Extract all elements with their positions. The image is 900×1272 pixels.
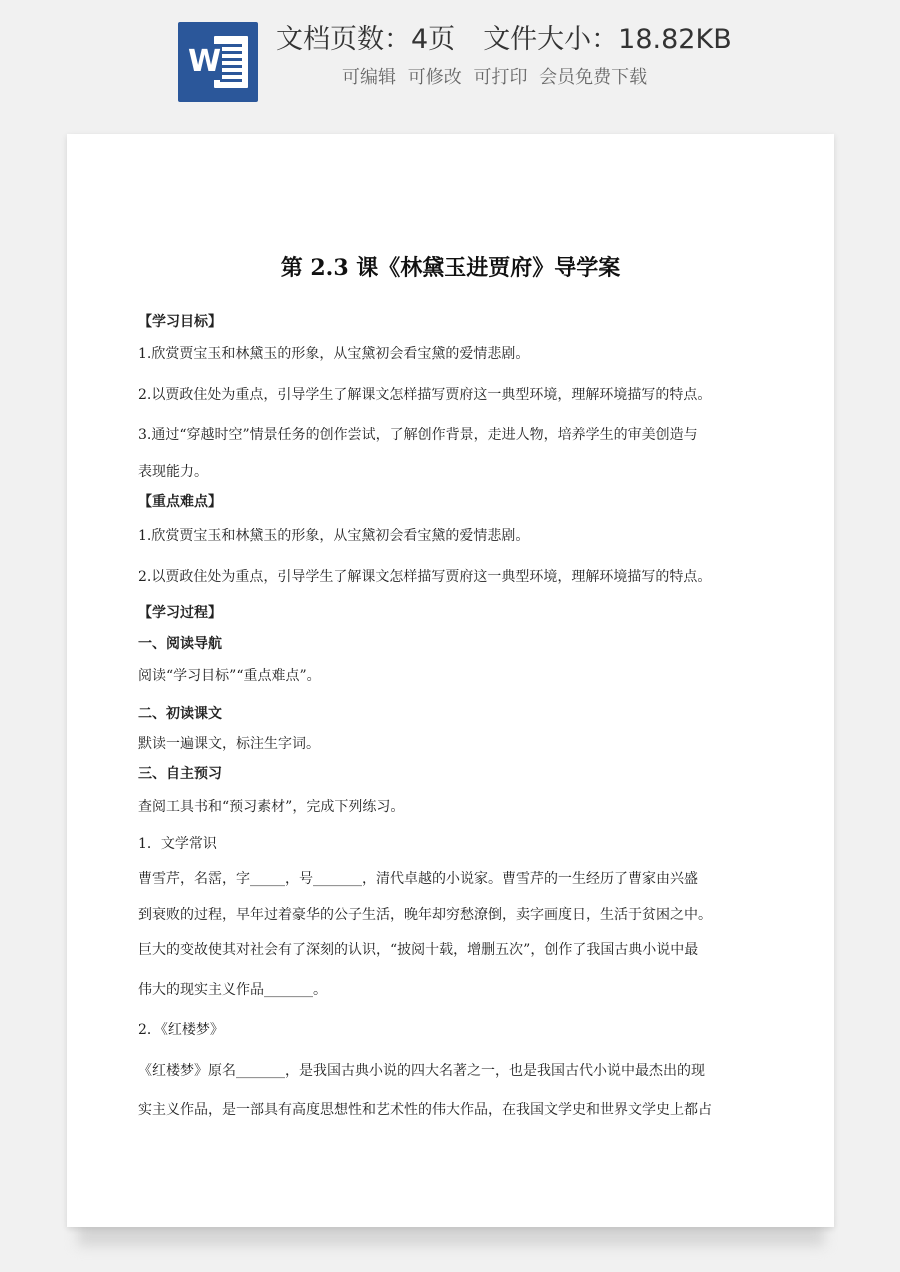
- paragraph-line: 伟大的现实主义作品_______。: [138, 982, 327, 998]
- section-heading-key-points: 【重点难点】: [138, 494, 222, 510]
- paragraph-line: 2.以贾政住处为重点，引导学生了解课文怎样描写贾府这一典型环境，理解环境描写的特点。: [138, 569, 712, 585]
- page-count: 文档页数：4页: [276, 24, 456, 55]
- subsection-heading: 三、自主预习: [138, 766, 222, 782]
- paragraph-line: 到衰败的过程，早年过着豪华的公子生活，晚年却穷愁潦倒，卖字画度日，生活于贫困之中。: [138, 907, 712, 923]
- item-heading: 1．文学常识: [138, 836, 217, 852]
- paragraph-line: 曹雪芹，名霑，字_____，号_______，清代卓越的小说家。曹雪芹的一生经历了曹家由兴盛: [138, 871, 698, 887]
- word-letter: W: [188, 44, 222, 79]
- section-heading-process: 【学习过程】: [138, 605, 222, 621]
- file-stats: [276, 22, 732, 58]
- paragraph-line: 查阅工具书和“预习素材”，完成下列练习。: [138, 799, 405, 815]
- paragraph-line: 《红楼梦》原名_______，是我国古典小说的四大名著之一，也是我国古代小说中最杰出的现: [138, 1063, 705, 1079]
- paragraph-line: 巨大的变故使其对社会有了深刻的认识，“披阅十载，增删五次”，创作了我国古典小说中最: [138, 942, 699, 958]
- paragraph-line: 表现能力。: [138, 464, 208, 480]
- word-document-icon: [178, 22, 258, 102]
- document-page: [67, 134, 834, 1227]
- paragraph-line: 2.以贾政住处为重点，引导学生了解课文怎样描写贾府这一典型环境，理解环境描写的特点。: [138, 387, 712, 403]
- subsection-heading: 二、初读课文: [138, 706, 222, 722]
- paragraph-line: 3.通过“穿越时空”情景任务的创作尝试，了解创作背景，走进人物，培养学生的审美创造与: [138, 427, 698, 443]
- paragraph-line: 1.欣赏贾宝玉和林黛玉的形象，从宝黛初会看宝黛的爱情悲剧。: [138, 528, 530, 544]
- document-info-header: [0, 0, 900, 120]
- paragraph-line: 默读一遍课文，标注生字词。: [138, 736, 320, 752]
- section-heading-goals: 【学习目标】: [138, 314, 222, 330]
- paragraph-line: 实主义作品，是一部具有高度思想性和艺术性的伟大作品，在我国文学史和世界文学史上都占: [138, 1102, 712, 1118]
- subsection-heading: 一、阅读导航: [138, 636, 222, 652]
- document-title: 第 2.3 课《林黛玉进贾府》导学案: [280, 255, 621, 281]
- item-heading: 2．《红楼梦》: [138, 1022, 224, 1038]
- feature-list: 可编辑 可修改 可打印 会员免费下载: [342, 67, 648, 88]
- file-size: 文件大小：18.82KB: [483, 24, 732, 55]
- paragraph-line: 阅读“学习目标”“重点难点”。: [138, 668, 321, 684]
- paragraph-line: 1.欣赏贾宝玉和林黛玉的形象，从宝黛初会看宝黛的爱情悲剧。: [138, 346, 530, 362]
